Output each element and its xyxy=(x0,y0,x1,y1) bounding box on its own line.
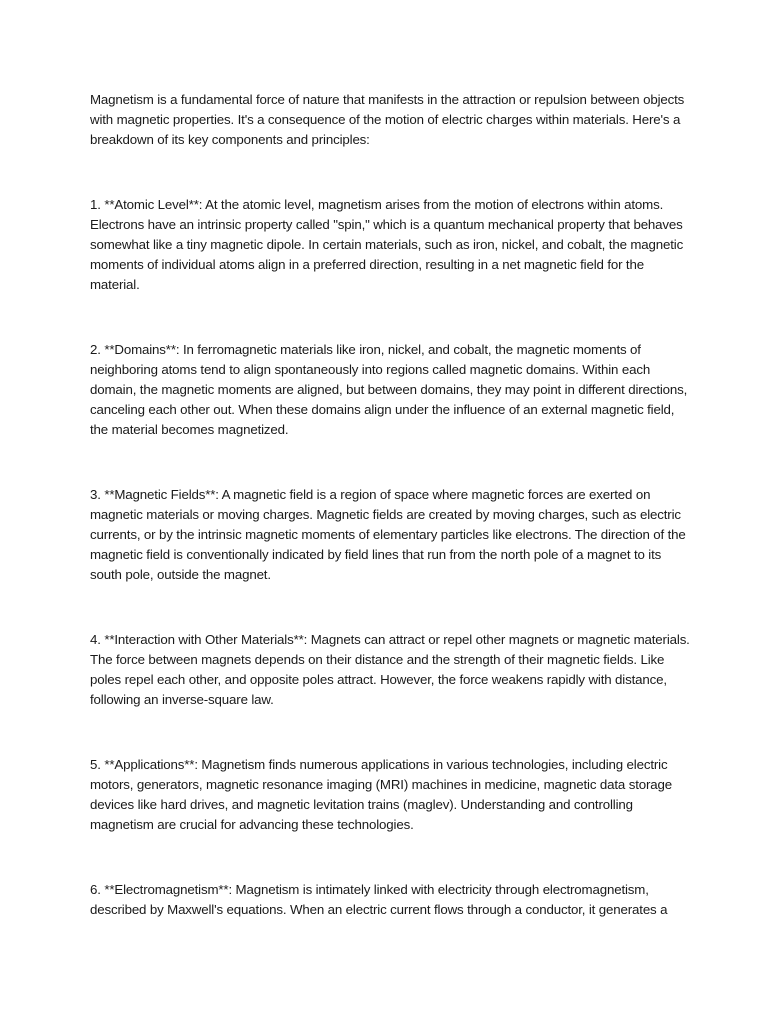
section-atomic-level: 1. **Atomic Level**: At the atomic level, magnetism arises from the motion of electrons within atoms. Electrons have an intrinsic property called "spin," which is a quantum mechanical property that behaves somewhat like a tiny magnetic dipole. In certain materials, such as iron, nickel, and cobalt, the magnetic moments of individual atoms align in a preferred direction, resulting in a net magnetic field for the material. xyxy=(90,197,684,292)
document-body xyxy=(90,90,690,965)
section-applications: 5. **Applications**: Magnetism finds numerous applications in various technologies, including electric motors, generators, magnetic resonance imaging (MRI) machines in medicine, magnetic data storage devices like hard drives, and magnetic levitation trains (maglev). Understanding and controlling magnetism are crucial for advancing these technologies. xyxy=(90,757,673,832)
section-magnetic-fields: 3. **Magnetic Fields**: A magnetic field is a region of space where magnetic forces are exerted on magnetic materials or moving charges. Magnetic fields are created by moving charges, such as electric currents, or by the intrinsic magnetic moments of elementary particles like electrons. The direction of the magnetic field is conventionally indicated by field lines that run from the north pole of a magnet to its south pole, outside the magnet. xyxy=(90,487,686,582)
section-domains: 2. **Domains**: In ferromagnetic materials like iron, nickel, and cobalt, the magnetic moments of neighboring atoms tend to align spontaneously into regions called magnetic domains. Within each domain, the magnetic moments are aligned, but between domains, they may point in different directions, canceling each other out. When these domains align under the influence of an external magnetic field, the material becomes magnetized. xyxy=(90,342,688,437)
section-electromagnetism: 6. **Electromagnetism**: Magnetism is intimately linked with electricity through electromagnetism, described by Maxwell's equations. When an electric current flows through a conductor, it generates a xyxy=(90,882,668,917)
section-interaction-materials: 4. **Interaction with Other Materials**: Magnets can attract or repel other magnets or magnetic materials. The force between magnets depends on their distance and the strength of their magnetic fields. Like poles repel each other, and opposite poles attract. However, the force weakens rapidly with distance, following an inverse-square law. xyxy=(90,632,690,707)
intro-paragraph: Magnetism is a fundamental force of nature that manifests in the attraction or repulsion between objects with magnetic properties. It's a consequence of the motion of electric charges within materials. Here's a breakdown of its key components and principles: xyxy=(90,92,685,147)
